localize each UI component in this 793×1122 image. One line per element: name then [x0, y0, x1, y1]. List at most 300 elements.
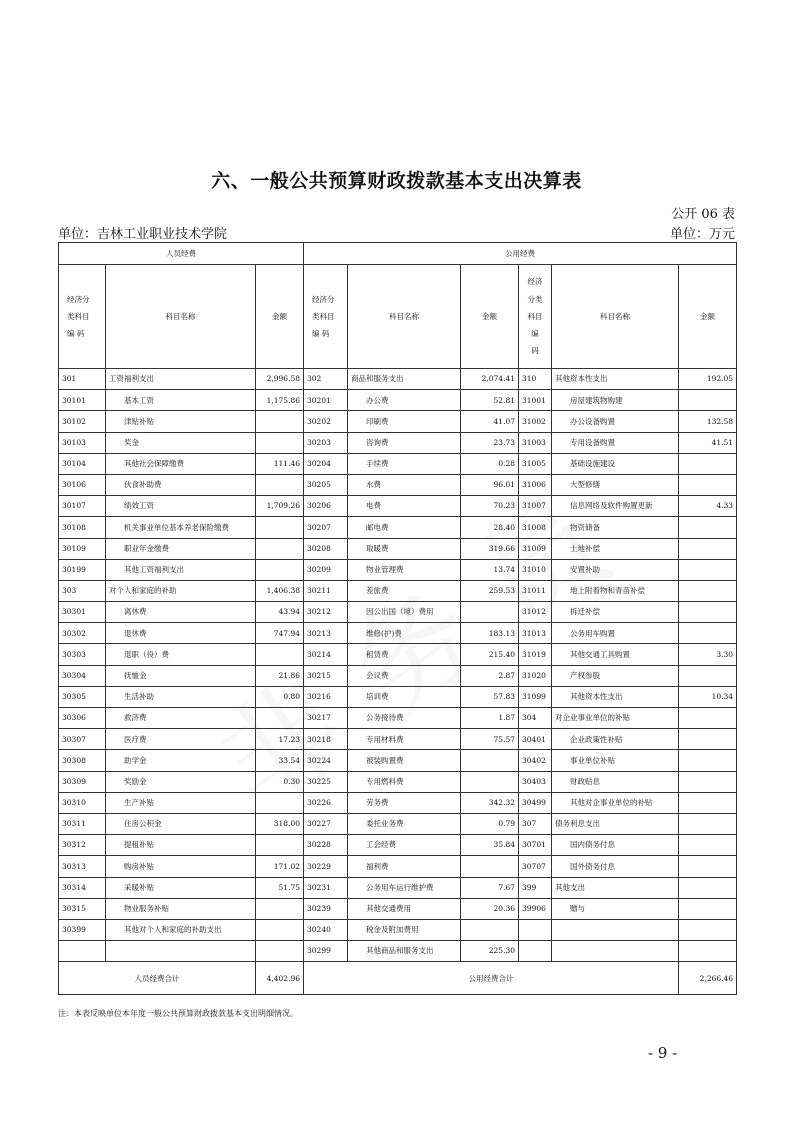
personnel-code-cell: 30305 — [59, 686, 106, 707]
personnel-amount-cell: 21.86 — [256, 665, 304, 686]
personnel-header: 人员经费 — [59, 243, 304, 265]
name-header: 科目名称 — [106, 265, 256, 369]
personnel-amount-cell: 51.75 — [256, 877, 304, 898]
public-b-code-cell: 31002 — [519, 411, 552, 432]
public-b-name-cell — [552, 941, 679, 962]
personnel-amount-cell — [256, 835, 304, 856]
table-row — [59, 792, 737, 813]
public-b-amount-cell — [679, 813, 737, 834]
personnel-name-cell: 职业年金缴费 — [106, 538, 256, 559]
public-b-amount-cell — [679, 390, 737, 411]
public-b-amount-cell — [679, 474, 737, 495]
personnel-name-cell: 津贴补贴 — [106, 411, 256, 432]
public-a-name-cell: 培训费 — [348, 686, 461, 707]
public-a-name-cell: 会议费 — [348, 665, 461, 686]
public-b-code-cell: 31006 — [519, 474, 552, 495]
public-b-amount-cell — [679, 708, 737, 729]
personnel-amount-cell — [256, 708, 304, 729]
public-a-code-cell: 30224 — [304, 750, 348, 771]
public-a-amount-cell: 20.36 — [461, 898, 519, 919]
public-a-amount-cell: 75.57 — [461, 729, 519, 750]
public-b-amount-cell — [679, 877, 737, 898]
personnel-amount-cell — [256, 898, 304, 919]
group-header-row — [59, 243, 737, 265]
public-a-name-cell: 税金及附加费用 — [348, 919, 461, 940]
public-b-name-cell: 国内债务付息 — [552, 835, 679, 856]
public-b-name-cell: 财政贴息 — [552, 771, 679, 792]
personnel-code-cell: 30313 — [59, 856, 106, 877]
public-a-name-cell: 工会经费 — [348, 835, 461, 856]
public-b-code-cell: 31013 — [519, 623, 552, 644]
public-b-code-cell: 31001 — [519, 390, 552, 411]
public-b-name-cell: 国外债务付息 — [552, 856, 679, 877]
personnel-name-cell: 退职（役）费 — [106, 644, 256, 665]
public-b-amount-cell — [679, 729, 737, 750]
public-b-name-cell: 产权参股 — [552, 665, 679, 686]
personnel-name-cell: 住房公积金 — [106, 813, 256, 834]
amount-header: 金额 — [461, 265, 519, 369]
public-b-name-cell: 土地补偿 — [552, 538, 679, 559]
public-a-code-cell: 30203 — [304, 432, 348, 453]
table-row — [59, 602, 737, 623]
personnel-amount-cell: 747.94 — [256, 623, 304, 644]
public-a-amount-cell: 319.66 — [461, 538, 519, 559]
public-total-value: 2,266.46 — [679, 962, 737, 995]
table-row — [59, 538, 737, 559]
public-b-code-cell: 31008 — [519, 517, 552, 538]
name-header: 科目名称 — [552, 265, 679, 369]
public-a-code-cell: 30204 — [304, 453, 348, 474]
table-row — [59, 686, 737, 707]
public-a-name-cell: 邮电费 — [348, 517, 461, 538]
public-b-code-cell: 31020 — [519, 665, 552, 686]
public-a-code-cell: 30209 — [304, 559, 348, 580]
public-a-amount-cell: 13.74 — [461, 559, 519, 580]
public-b-name-cell: 物资储备 — [552, 517, 679, 538]
personnel-name-cell: 奖励金 — [106, 771, 256, 792]
table-row — [59, 474, 737, 495]
public-a-code-cell: 30225 — [304, 771, 348, 792]
public-b-name-cell: 安置补助 — [552, 559, 679, 580]
public-b-amount-cell — [679, 750, 737, 771]
amount-header: 金额 — [679, 265, 737, 369]
personnel-code-cell: 30104 — [59, 453, 106, 474]
table-row — [59, 369, 737, 390]
public-a-amount-cell — [461, 750, 519, 771]
public-b-name-cell: 其他交通工具购置 — [552, 644, 679, 665]
table-row — [59, 941, 737, 962]
personnel-name-cell: 退休费 — [106, 623, 256, 644]
public-a-amount-cell: 342.32 — [461, 792, 519, 813]
public-a-name-cell: 公务接待费 — [348, 708, 461, 729]
personnel-amount-cell: 43.94 — [256, 602, 304, 623]
public-b-code-cell: 304 — [519, 708, 552, 729]
public-b-code-cell: 399 — [519, 877, 552, 898]
public-a-name-cell: 商品和服务支出 — [348, 369, 461, 390]
public-b-amount-cell: 10.34 — [679, 686, 737, 707]
personnel-name-cell: 绩效工资 — [106, 496, 256, 517]
public-b-name-cell: 企业政策性补贴 — [552, 729, 679, 750]
public-a-amount-cell: 23.73 — [461, 432, 519, 453]
public-a-name-cell: 水费 — [348, 474, 461, 495]
personnel-code-cell: 30108 — [59, 517, 106, 538]
personnel-name-cell: 基本工资 — [106, 390, 256, 411]
table-row — [59, 771, 737, 792]
public-b-code-cell: 30403 — [519, 771, 552, 792]
expenditure-table — [58, 242, 737, 995]
public-b-code-cell: 307 — [519, 813, 552, 834]
public-a-amount-cell: 183.13 — [461, 623, 519, 644]
personnel-code-cell: 30309 — [59, 771, 106, 792]
personnel-amount-cell — [256, 919, 304, 940]
table-row — [59, 644, 737, 665]
personnel-amount-cell: 111.46 — [256, 453, 304, 474]
public-a-amount-cell: 41.07 — [461, 411, 519, 432]
public-a-amount-cell — [461, 771, 519, 792]
code-header: 经济 分类 科目 编 码 — [519, 265, 552, 369]
public-b-name-cell: 其他支出 — [552, 877, 679, 898]
public-b-code-cell: 31019 — [519, 644, 552, 665]
personnel-name-cell: 其他对个人和家庭的补助支出 — [106, 919, 256, 940]
personnel-code-cell: 30311 — [59, 813, 106, 834]
public-a-amount-cell: 1.87 — [461, 708, 519, 729]
personnel-name-cell — [106, 941, 256, 962]
personnel-code-cell: 30103 — [59, 432, 106, 453]
public-a-amount-cell: 28.40 — [461, 517, 519, 538]
public-a-code-cell: 30231 — [304, 877, 348, 898]
personnel-amount-cell — [256, 941, 304, 962]
public-a-code-cell: 30202 — [304, 411, 348, 432]
public-header: 公用经费 — [304, 243, 737, 265]
personnel-amount-cell — [256, 411, 304, 432]
public-a-amount-cell: 96.01 — [461, 474, 519, 495]
public-b-amount-cell — [679, 771, 737, 792]
personnel-code-cell: 301 — [59, 369, 106, 390]
public-a-name-cell: 福利费 — [348, 856, 461, 877]
public-a-name-cell: 劳务费 — [348, 792, 461, 813]
table-row — [59, 623, 737, 644]
table-row — [59, 729, 737, 750]
public-b-name-cell: 其他资本性支出 — [552, 686, 679, 707]
public-a-name-cell: 办公费 — [348, 390, 461, 411]
public-b-amount-cell — [679, 898, 737, 919]
public-b-amount-cell — [679, 835, 737, 856]
public-a-code-cell: 30228 — [304, 835, 348, 856]
public-a-code-cell: 30207 — [304, 517, 348, 538]
public-b-code-cell: 31011 — [519, 580, 552, 601]
unit-name: 单位：吉林工业职业技术学院 — [58, 227, 228, 242]
personnel-code-cell: 30303 — [59, 644, 106, 665]
public-a-code-cell: 30214 — [304, 644, 348, 665]
public-a-code-cell: 30299 — [304, 941, 348, 962]
personnel-amount-cell: 1,406.38 — [256, 580, 304, 601]
table-row — [59, 390, 737, 411]
public-a-name-cell: 委托业务费 — [348, 813, 461, 834]
public-b-name-cell: 地上附着物和青苗补偿 — [552, 580, 679, 601]
table-row — [59, 813, 737, 834]
table-row — [59, 411, 737, 432]
personnel-name-cell: 对个人和家庭的补助 — [106, 580, 256, 601]
column-header-row — [59, 265, 737, 369]
public-b-name-cell: 对企业事业单位的补贴 — [552, 708, 679, 729]
public-a-name-cell: 电费 — [348, 496, 461, 517]
public-a-name-cell: 手续费 — [348, 453, 461, 474]
public-a-name-cell: 维修(护)费 — [348, 623, 461, 644]
personnel-code-cell: 30101 — [59, 390, 106, 411]
public-b-code-cell: 31007 — [519, 496, 552, 517]
public-a-code-cell: 30201 — [304, 390, 348, 411]
personnel-amount-cell — [256, 644, 304, 665]
code-header: 经济分 类科目 编 码 — [59, 265, 106, 369]
public-a-amount-cell: 35.84 — [461, 835, 519, 856]
public-b-amount-cell — [679, 623, 737, 644]
public-b-name-cell: 办公设备购置 — [552, 411, 679, 432]
table-row — [59, 708, 737, 729]
public-b-name-cell: 其他资本性支出 — [552, 369, 679, 390]
public-a-name-cell: 其他商品和服务支出 — [348, 941, 461, 962]
public-b-name-cell: 房屋建筑物购建 — [552, 390, 679, 411]
public-a-name-cell: 专用材料费 — [348, 729, 461, 750]
personnel-name-cell: 伙食补助费 — [106, 474, 256, 495]
public-a-code-cell: 30229 — [304, 856, 348, 877]
table-row — [59, 835, 737, 856]
public-a-name-cell: 取暖费 — [348, 538, 461, 559]
personnel-name-cell: 其他社会保障缴费 — [106, 453, 256, 474]
public-a-amount-cell — [461, 602, 519, 623]
personnel-amount-cell: 318.00 — [256, 813, 304, 834]
personnel-name-cell: 生活补助 — [106, 686, 256, 707]
personnel-amount-cell — [256, 517, 304, 538]
public-a-code-cell: 30216 — [304, 686, 348, 707]
public-b-amount-cell: 192.05 — [679, 369, 737, 390]
personnel-amount-cell: 17.23 — [256, 729, 304, 750]
footnote: 注：本表反映单位本年度一般公共预算财政拨款基本支出明细情况。 — [58, 1009, 298, 1018]
public-b-code-cell: 31012 — [519, 602, 552, 623]
table-row — [59, 665, 737, 686]
table-number: 公开 06 表 — [671, 207, 735, 222]
name-header: 科目名称 — [348, 265, 461, 369]
personnel-amount-cell: 0.30 — [256, 771, 304, 792]
personnel-code-cell: 30308 — [59, 750, 106, 771]
table-row — [59, 580, 737, 601]
personnel-code-cell: 30107 — [59, 496, 106, 517]
public-b-code-cell: 31010 — [519, 559, 552, 580]
public-b-name-cell — [552, 919, 679, 940]
table-row — [59, 517, 737, 538]
public-b-amount-cell: 132.58 — [679, 411, 737, 432]
personnel-code-cell: 30315 — [59, 898, 106, 919]
public-a-name-cell: 印刷费 — [348, 411, 461, 432]
personnel-code-cell: 30106 — [59, 474, 106, 495]
public-b-name-cell: 信息网络及软件购置更新 — [552, 496, 679, 517]
public-b-amount-cell — [679, 580, 737, 601]
public-b-name-cell: 公务用车购置 — [552, 623, 679, 644]
personnel-name-cell: 助学金 — [106, 750, 256, 771]
personnel-amount-cell: 0.80 — [256, 686, 304, 707]
public-b-code-cell — [519, 919, 552, 940]
personnel-name-cell: 提租补贴 — [106, 835, 256, 856]
totals-row — [59, 962, 737, 995]
public-a-name-cell: 因公出国（境）费用 — [348, 602, 461, 623]
public-a-amount-cell: 70.23 — [461, 496, 519, 517]
public-b-amount-cell — [679, 919, 737, 940]
public-b-name-cell: 基础设施建设 — [552, 453, 679, 474]
personnel-code-cell: 30312 — [59, 835, 106, 856]
public-b-amount-cell — [679, 941, 737, 962]
table-row — [59, 453, 737, 474]
personnel-amount-cell: 171.02 — [256, 856, 304, 877]
personnel-code-cell: 30310 — [59, 792, 106, 813]
public-a-name-cell: 公务用车运行维护费 — [348, 877, 461, 898]
public-a-code-cell: 30239 — [304, 898, 348, 919]
table-row — [59, 919, 737, 940]
table-row — [59, 898, 737, 919]
public-b-code-cell: 30701 — [519, 835, 552, 856]
personnel-code-cell: 30304 — [59, 665, 106, 686]
personnel-amount-cell — [256, 432, 304, 453]
page-title: 六、一般公共预算财政拨款基本支出决算表 — [211, 170, 582, 192]
table-row — [59, 432, 737, 453]
public-a-code-cell: 30218 — [304, 729, 348, 750]
public-a-code-cell: 30217 — [304, 708, 348, 729]
public-b-code-cell — [519, 941, 552, 962]
personnel-name-cell: 救济费 — [106, 708, 256, 729]
public-b-code-cell: 31005 — [519, 453, 552, 474]
personnel-amount-cell: 33.54 — [256, 750, 304, 771]
public-a-amount-cell: 259.53 — [461, 580, 519, 601]
personnel-amount-cell: 2,996.58 — [256, 369, 304, 390]
personnel-code-cell: 30199 — [59, 559, 106, 580]
public-a-amount-cell: 225.30 — [461, 941, 519, 962]
public-a-code-cell: 30212 — [304, 602, 348, 623]
public-a-name-cell: 咨询费 — [348, 432, 461, 453]
table-row — [59, 856, 737, 877]
personnel-amount-cell — [256, 559, 304, 580]
public-a-amount-cell: 2.87 — [461, 665, 519, 686]
table-row — [59, 559, 737, 580]
public-a-name-cell: 被装购置费 — [348, 750, 461, 771]
public-b-code-cell: 39906 — [519, 898, 552, 919]
public-a-name-cell: 专用燃料费 — [348, 771, 461, 792]
public-b-code-cell: 30402 — [519, 750, 552, 771]
page-number: - 9 - — [648, 1044, 678, 1062]
public-a-amount-cell: 57.83 — [461, 686, 519, 707]
public-a-name-cell: 租赁费 — [348, 644, 461, 665]
public-a-amount-cell — [461, 856, 519, 877]
public-b-amount-cell: 41.51 — [679, 432, 737, 453]
public-a-code-cell: 30240 — [304, 919, 348, 940]
public-a-code-cell: 30215 — [304, 665, 348, 686]
public-b-amount-cell — [679, 538, 737, 559]
public-a-code-cell: 30213 — [304, 623, 348, 644]
table-body — [59, 369, 737, 962]
code-header: 经济分 类科目 编 码 — [304, 265, 348, 369]
personnel-name-cell: 工资福利支出 — [106, 369, 256, 390]
public-a-amount-cell: 52.81 — [461, 390, 519, 411]
public-a-amount-cell: 0.28 — [461, 453, 519, 474]
public-a-code-cell: 30211 — [304, 580, 348, 601]
public-b-name-cell: 债务利息支出 — [552, 813, 679, 834]
public-a-amount-cell: 0.79 — [461, 813, 519, 834]
public-a-amount-cell: 2,074.41 — [461, 369, 519, 390]
table-row — [59, 496, 737, 517]
public-b-code-cell: 30707 — [519, 856, 552, 877]
amount-header: 金额 — [256, 265, 304, 369]
public-a-code-cell: 30226 — [304, 792, 348, 813]
personnel-name-cell: 医疗费 — [106, 729, 256, 750]
personnel-amount-cell — [256, 538, 304, 559]
public-b-code-cell: 31099 — [519, 686, 552, 707]
personnel-name-cell: 奖金 — [106, 432, 256, 453]
personnel-name-cell: 购房补贴 — [106, 856, 256, 877]
public-b-code-cell: 31009 — [519, 538, 552, 559]
personnel-code-cell: 303 — [59, 580, 106, 601]
public-b-name-cell: 专用设备购置 — [552, 432, 679, 453]
personnel-name-cell: 机关事业单位基本养老保险缴费 — [106, 517, 256, 538]
public-a-code-cell: 30206 — [304, 496, 348, 517]
personnel-total-label: 人员经费合计 — [59, 962, 256, 995]
public-a-amount-cell: 7.67 — [461, 877, 519, 898]
personnel-code-cell: 30302 — [59, 623, 106, 644]
personnel-amount-cell — [256, 474, 304, 495]
public-b-amount-cell — [679, 517, 737, 538]
public-b-amount-cell: 3.30 — [679, 644, 737, 665]
public-b-amount-cell: 4.33 — [679, 496, 737, 517]
personnel-code-cell: 30102 — [59, 411, 106, 432]
public-b-name-cell: 其他对企事业单位的补贴 — [552, 792, 679, 813]
personnel-code-cell: 30307 — [59, 729, 106, 750]
public-a-name-cell: 差旅费 — [348, 580, 461, 601]
personnel-amount-cell: 1,175.86 — [256, 390, 304, 411]
public-a-amount-cell: 215.40 — [461, 644, 519, 665]
personnel-name-cell: 采暖补贴 — [106, 877, 256, 898]
public-b-amount-cell — [679, 453, 737, 474]
public-a-code-cell: 30205 — [304, 474, 348, 495]
personnel-name-cell: 生产补贴 — [106, 792, 256, 813]
table-row — [59, 877, 737, 898]
public-b-code-cell: 310 — [519, 369, 552, 390]
public-a-amount-cell — [461, 919, 519, 940]
public-b-name-cell: 大型修缮 — [552, 474, 679, 495]
personnel-code-cell — [59, 941, 106, 962]
personnel-code-cell: 30301 — [59, 602, 106, 623]
personnel-name-cell: 其他工资福利支出 — [106, 559, 256, 580]
personnel-name-cell: 离休费 — [106, 602, 256, 623]
personnel-total-value: 4,402.96 — [256, 962, 304, 995]
public-b-amount-cell — [679, 559, 737, 580]
personnel-name-cell: 物业服务补贴 — [106, 898, 256, 919]
public-b-amount-cell — [679, 665, 737, 686]
public-b-code-cell: 30499 — [519, 792, 552, 813]
public-b-code-cell: 31003 — [519, 432, 552, 453]
currency-unit: 单位：万元 — [669, 227, 735, 242]
personnel-name-cell: 抚恤金 — [106, 665, 256, 686]
personnel-amount-cell: 1,709.26 — [256, 496, 304, 517]
public-b-name-cell: 赠与 — [552, 898, 679, 919]
personnel-code-cell: 30109 — [59, 538, 106, 559]
public-b-name-cell: 事业单位补贴 — [552, 750, 679, 771]
public-b-amount-cell — [679, 856, 737, 877]
personnel-code-cell: 30306 — [59, 708, 106, 729]
public-a-code-cell: 302 — [304, 369, 348, 390]
personnel-amount-cell — [256, 792, 304, 813]
public-a-code-cell: 30227 — [304, 813, 348, 834]
public-b-code-cell: 30401 — [519, 729, 552, 750]
public-total-label: 公用经费合计 — [304, 962, 679, 995]
public-b-amount-cell — [679, 792, 737, 813]
public-a-code-cell: 30208 — [304, 538, 348, 559]
personnel-code-cell: 30314 — [59, 877, 106, 898]
